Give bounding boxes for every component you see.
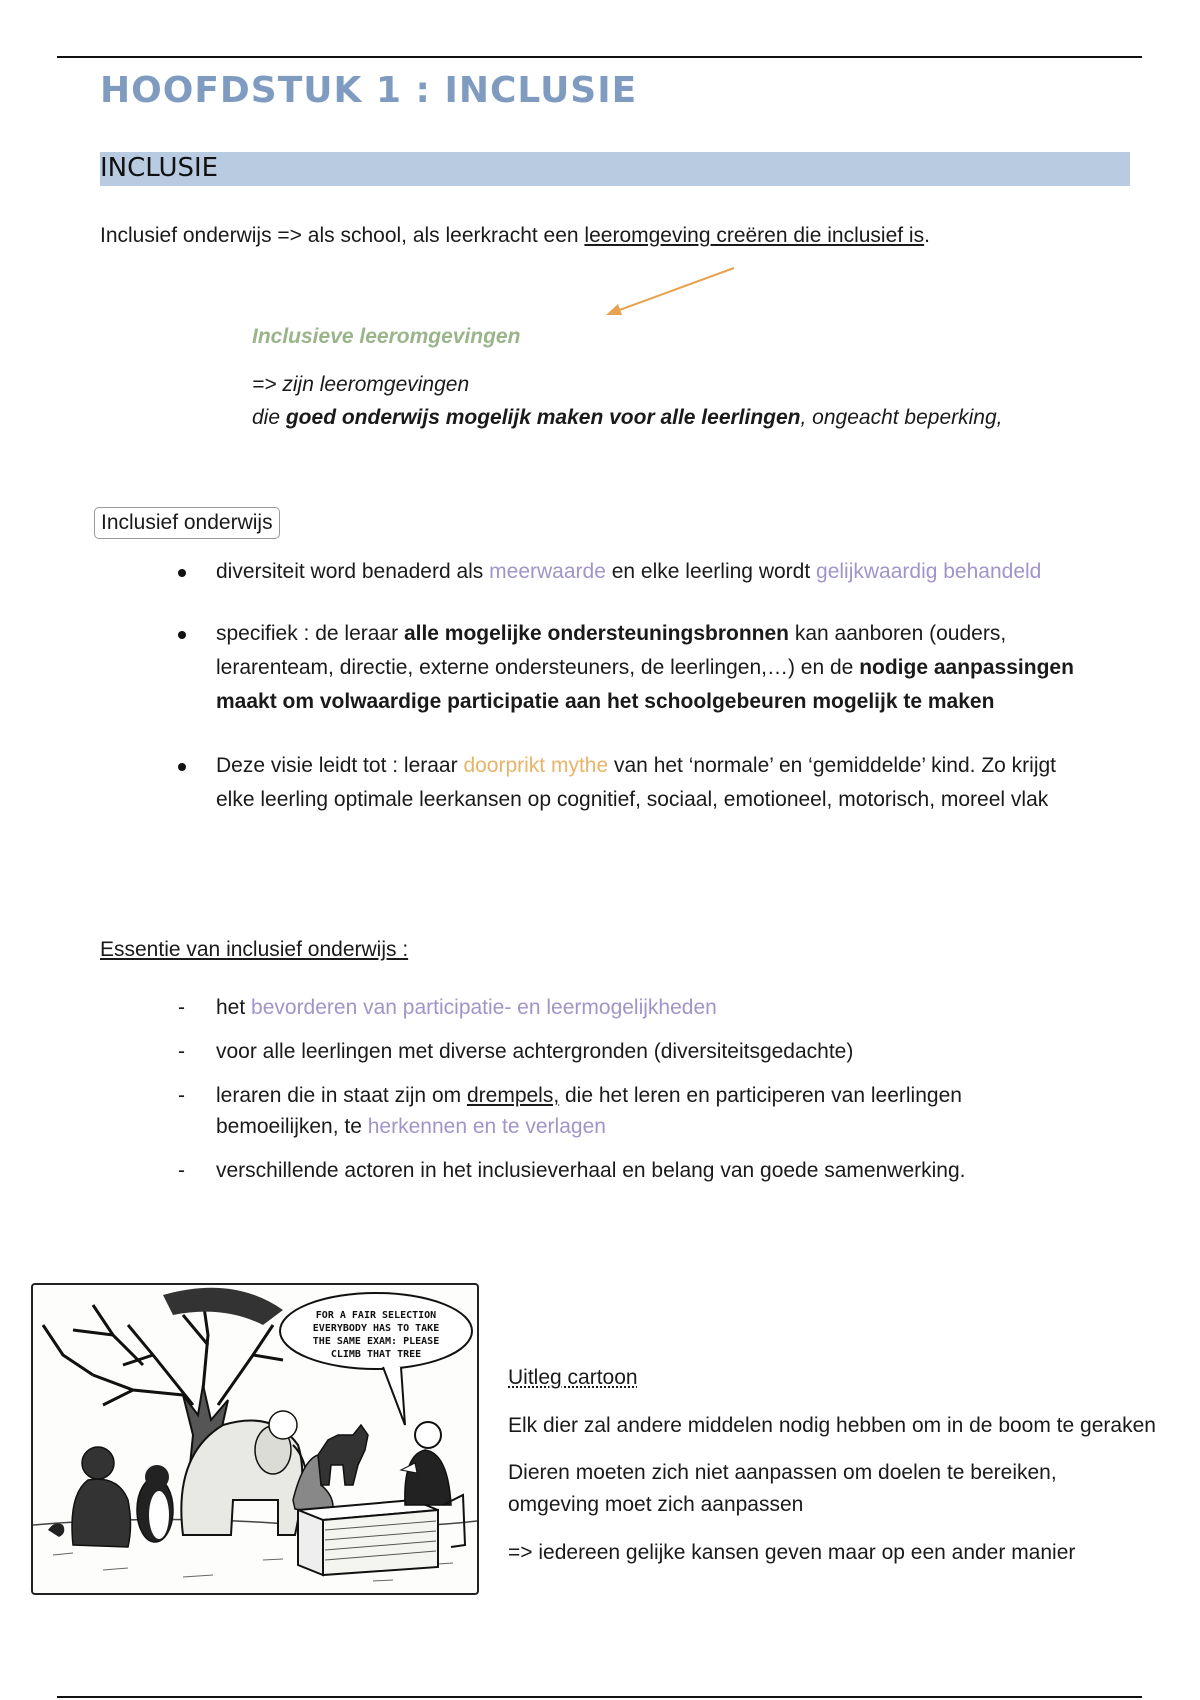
- bullet-text: Deze visie leidt tot : leraar: [216, 754, 464, 777]
- dash-marker: -: [178, 1084, 185, 1107]
- list-item: [178, 1155, 1138, 1186]
- bubble-line: FOR A FAIR SELECTION: [315, 1310, 437, 1321]
- item-text: voor alle leerlingen met diverse achtergronden (diversiteitsgedachte): [216, 1040, 854, 1063]
- top-rule: [57, 56, 1142, 58]
- section-band-label: INCLUSIE: [100, 153, 219, 183]
- definition-line-2-pre: die: [252, 406, 286, 429]
- definition-line-2-bold: goed onderwijs mogelijk maken voor alle leerlingen: [285, 406, 801, 429]
- lead-paragraph: [100, 220, 930, 252]
- bullet-text: kan aanboren (ouders,: [789, 622, 1007, 645]
- highlight-doorprikt-mythe: doorprikt mythe: [463, 754, 609, 777]
- uitleg-line-2: Dieren moeten zich niet aanpassen om doelen te bereiken,: [508, 1461, 1057, 1484]
- dash-marker: -: [178, 996, 185, 1019]
- bullet-text: lerarenteam, directie, externe ondersteuners, de leerlingen,…) en de: [216, 656, 860, 679]
- highlight-herkennen: herkennen en te verlagen: [367, 1115, 606, 1138]
- bullet-dot-icon: [178, 631, 186, 639]
- list-item: [178, 1080, 1138, 1142]
- lead-prefix: Inclusief onderwijs => als school, als leerkracht een: [100, 224, 585, 247]
- dash-marker: -: [178, 1040, 185, 1063]
- cartoon-speech-bubble: [295, 1309, 457, 1361]
- list-item: [170, 617, 1130, 719]
- chapter-heading: HOOFDSTUK 1 : INCLUSIE: [100, 70, 638, 111]
- definition-line-2-post: , ongeacht beperking,: [800, 406, 1003, 429]
- bullet-text: en elke leerling wordt: [605, 560, 817, 583]
- bullet-text: van het ‘normale’ en ‘gemiddelde’ kind. Zo krijgt: [608, 754, 1057, 777]
- essentie-title: Essentie van inclusief onderwijs :: [100, 938, 409, 961]
- uitleg-line-3: omgeving moet zich aanpassen: [508, 1493, 804, 1516]
- bubble-line: THE SAME EXAM: PLEASE: [312, 1336, 440, 1347]
- bullet-text: elke leerling optimale leerkansen op cognitief, sociaal, emotioneel, motorisch, moreel vlak: [216, 788, 1049, 811]
- uitleg-title: Uitleg cartoon: [508, 1366, 638, 1389]
- item-text: leraren die in staat zijn om: [216, 1084, 467, 1107]
- highlight-participatie: bevorderen van participatie- en leermogelijkheden: [251, 996, 717, 1019]
- bullet-text: diversiteit word benaderd als: [216, 560, 490, 583]
- bottom-rule: [57, 1696, 1142, 1698]
- bullet-list: [170, 555, 1130, 817]
- list-item: [170, 749, 1130, 817]
- list-item: [178, 1036, 1138, 1067]
- definition-line-1: => zijn leeromgevingen: [252, 373, 470, 396]
- dash-marker: -: [178, 1159, 185, 1182]
- bullet-bold: nodige aanpassingen: [859, 656, 1074, 679]
- lead-underlined: leeromgeving creëren die inclusief is: [584, 224, 925, 247]
- bullet-dot-icon: [178, 569, 186, 577]
- highlight-gelijkwaardig: gelijkwaardig behandeld: [816, 560, 1042, 583]
- bullet-bold: alle mogelijke ondersteuningsbronnen: [403, 622, 790, 645]
- cartoon-image: [31, 1283, 479, 1595]
- uitleg-line-1: Elk dier zal andere middelen nodig hebben om in de boom te geraken: [508, 1414, 1156, 1437]
- list-item: [170, 555, 1130, 589]
- section-band: [100, 152, 1130, 186]
- item-text: die het leren en participeren van leerlingen: [559, 1084, 962, 1107]
- arrow-icon: [600, 262, 740, 322]
- definition-line-2: [252, 401, 1003, 434]
- bullet-dot-icon: [178, 763, 186, 771]
- item-text: het: [216, 996, 252, 1019]
- item-text: bemoeilijken, te: [216, 1115, 368, 1138]
- inclusief-onderwijs-label: Inclusief onderwijs: [94, 507, 280, 539]
- highlight-meerwaarde: meerwaarde: [489, 560, 606, 583]
- bullet-bold: maakt om volwaardige participatie aan het schoolgebeuren mogelijk te maken: [216, 690, 995, 713]
- bubble-line: EVERYBODY HAS TO TAKE: [312, 1323, 440, 1334]
- underlined-drempels: drempels,: [466, 1084, 560, 1107]
- lead-suffix: .: [924, 224, 930, 247]
- list-item: [178, 992, 1138, 1023]
- item-text: verschillende actoren in het inclusieverhaal en belang van goede samenwerking.: [216, 1159, 966, 1182]
- bullet-text: specifiek : de leraar: [216, 622, 404, 645]
- definition-title: Inclusieve leeromgevingen: [252, 325, 521, 348]
- uitleg-line-4: => iedereen gelijke kansen geven maar op een ander manier: [508, 1541, 1076, 1564]
- essentie-list: [178, 992, 1138, 1199]
- bubble-line: CLIMB THAT TREE: [330, 1349, 422, 1360]
